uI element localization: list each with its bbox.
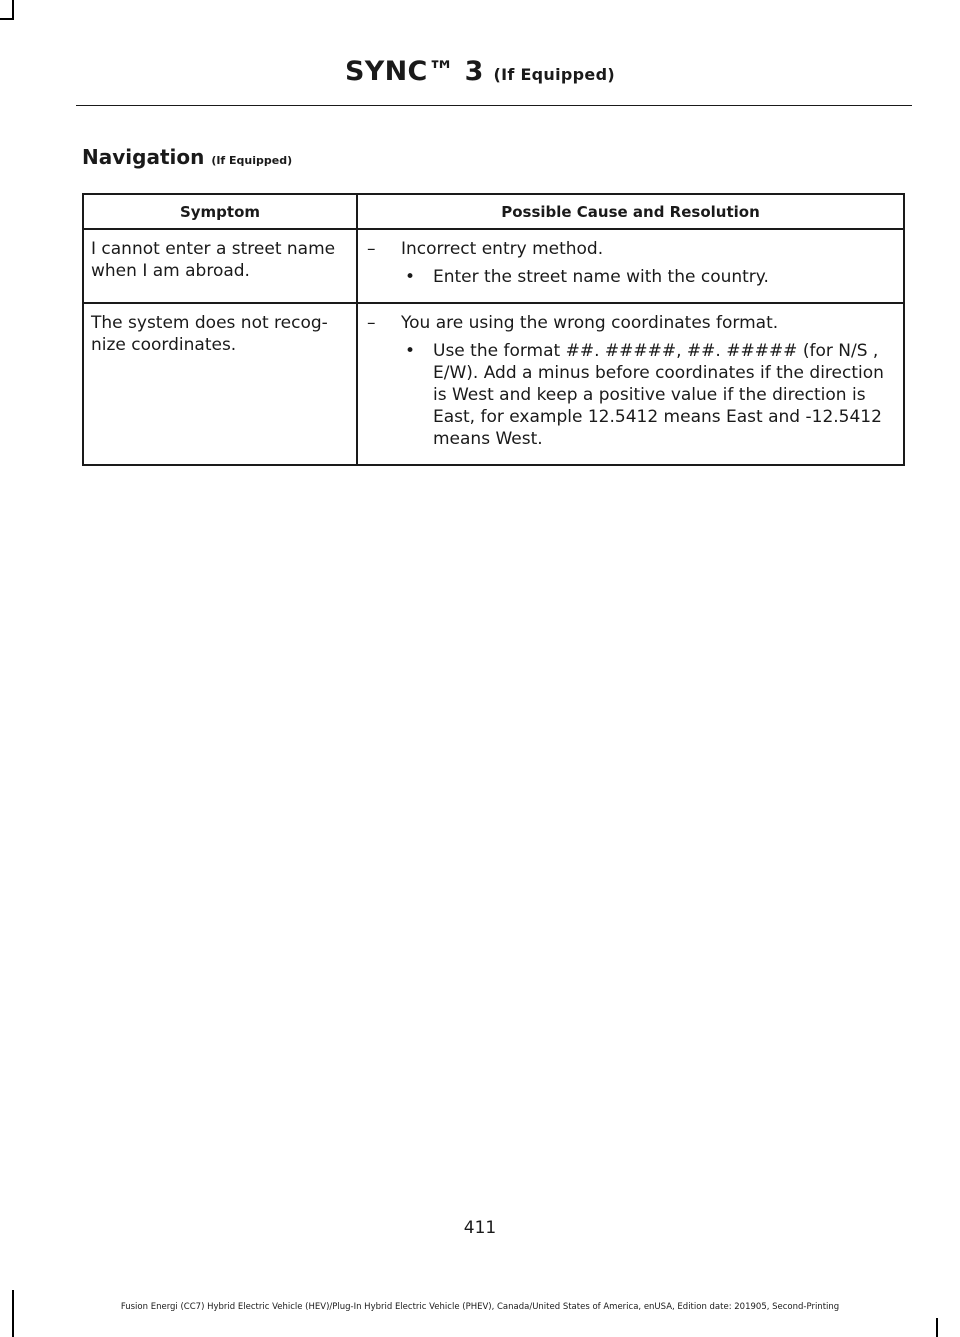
bullet-marker: •	[405, 267, 416, 287]
cause-item	[365, 312, 896, 334]
header-divider	[76, 105, 912, 106]
page-header-title	[0, 56, 960, 87]
section-title-suffix: (If Equipped)	[211, 154, 293, 167]
header-title-suffix: (If Equipped)	[493, 65, 615, 84]
resolution-text: Use the format ##. #####, ##. ##### (for N/S , E/W). Add a minus before coordinates if the direction is West and keep a positive value if the direction is East, for example 12.5412 means East and -12.5412 means West.	[433, 341, 884, 449]
crop-mark-top-left-vertical	[12, 0, 14, 20]
footer-text: Fusion Energi (CC7) Hybrid Electric Vehicle (HEV)/Plug-In Hybrid Electric Vehicle (PHEV), Canada/United States of America, enUSA, Edition date: 201905, Second-Printing	[120, 1302, 840, 1312]
troubleshooting-table	[82, 193, 905, 466]
header-cause: Possible Cause and Resolution	[357, 194, 904, 229]
symptom-cell: The system does not recog-nize coordinates.	[83, 303, 357, 465]
crop-mark-top-left-horizontal	[0, 18, 14, 20]
dash-marker: –	[367, 313, 376, 333]
header-symptom: Symptom	[83, 194, 357, 229]
bullet-marker: •	[405, 341, 416, 361]
table-row	[83, 229, 904, 303]
cause-cell	[357, 303, 904, 465]
cause-cell	[357, 229, 904, 303]
section-title	[82, 145, 292, 169]
page-number: 411	[463, 1218, 497, 1238]
cause-text: Incorrect entry method.	[401, 239, 604, 259]
dash-marker: –	[367, 239, 376, 259]
section-title-text: Navigation	[82, 145, 205, 169]
resolution-text: Enter the street name with the country.	[433, 267, 769, 287]
table-header-row	[83, 194, 904, 229]
resolution-item	[399, 266, 896, 288]
cause-text: You are using the wrong coordinates format.	[401, 313, 779, 333]
cause-item	[365, 238, 896, 260]
crop-mark-bottom-right-vertical	[936, 1318, 938, 1337]
resolution-item	[399, 340, 896, 450]
table-row	[83, 303, 904, 465]
crop-mark-bottom-left-vertical	[12, 1290, 14, 1337]
header-title-text: SYNC™ 3	[345, 56, 484, 87]
symptom-cell: I cannot enter a street name when I am abroad.	[83, 229, 357, 303]
